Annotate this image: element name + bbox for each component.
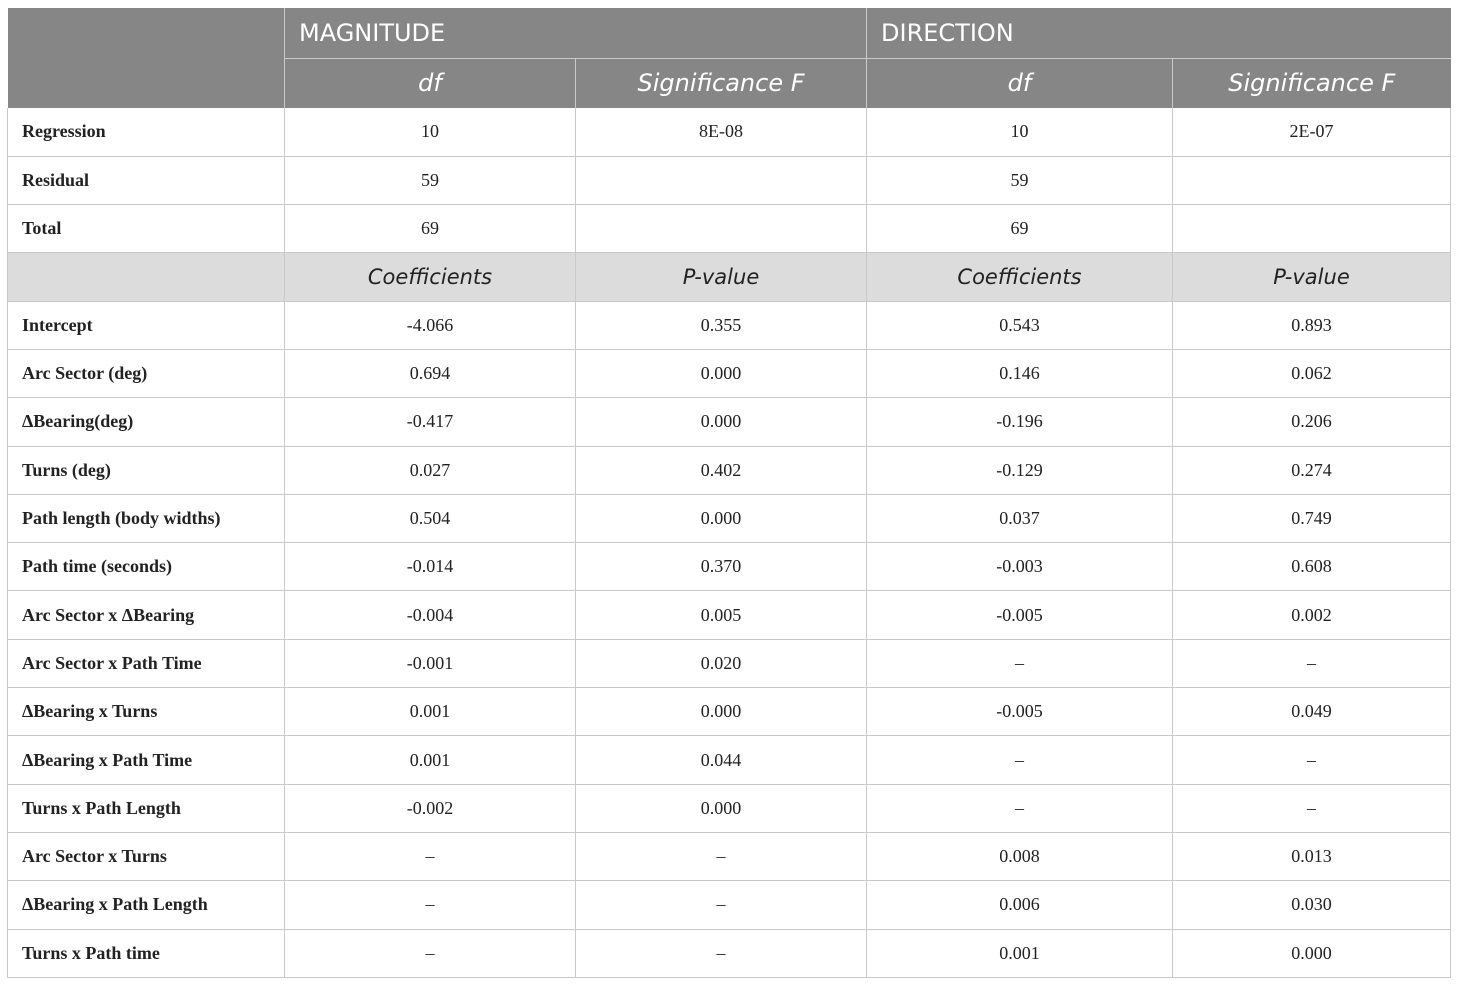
- regression-table-container: [7, 8, 1450, 978]
- table-cell: -0.417: [285, 398, 576, 446]
- table-row: [8, 929, 1451, 977]
- table-cell: 0.000: [576, 688, 867, 736]
- table-row: [8, 881, 1451, 929]
- table-row: [8, 446, 1451, 494]
- table-cell: 10: [285, 108, 576, 156]
- table-cell: -0.005: [867, 688, 1173, 736]
- column-header: df: [867, 58, 1173, 108]
- table-cell: 0.206: [1173, 398, 1451, 446]
- table-cell: 0.000: [576, 494, 867, 542]
- table-cell: P-value: [576, 253, 867, 301]
- table-cell: –: [867, 639, 1173, 687]
- table-cell: 69: [285, 205, 576, 253]
- table-cell: -0.005: [867, 591, 1173, 639]
- column-header: df: [285, 58, 576, 108]
- row-label: Path time (seconds): [8, 543, 285, 591]
- table-cell: 0.030: [1173, 881, 1451, 929]
- table-cell: 0.001: [285, 688, 576, 736]
- row-label: Intercept: [8, 301, 285, 349]
- table-cell: 0.020: [576, 639, 867, 687]
- table-cell: 0.146: [867, 349, 1173, 397]
- table-cell: –: [576, 832, 867, 880]
- table-cell: –: [1173, 639, 1451, 687]
- group-header-row: [8, 8, 1451, 58]
- row-label: Path length (body widths): [8, 494, 285, 542]
- table-row: [8, 784, 1451, 832]
- table-cell: P-value: [1173, 253, 1451, 301]
- table-cell: 0.000: [1173, 929, 1451, 977]
- table-row: [8, 349, 1451, 397]
- table-cell: –: [1173, 784, 1451, 832]
- table-cell: –: [867, 736, 1173, 784]
- table-cell: -0.129: [867, 446, 1173, 494]
- header-blank-cell: [8, 8, 285, 108]
- row-label: Residual: [8, 156, 285, 204]
- row-label: Turns x Path Length: [8, 784, 285, 832]
- table-row: [8, 494, 1451, 542]
- table-cell: -0.014: [285, 543, 576, 591]
- table-cell: 59: [285, 156, 576, 204]
- table-cell: 0.543: [867, 301, 1173, 349]
- table-cell: 0.893: [1173, 301, 1451, 349]
- table-cell: -0.001: [285, 639, 576, 687]
- group-header-magnitude: MAGNITUDE: [285, 8, 867, 58]
- table-cell: 0.370: [576, 543, 867, 591]
- table-cell: [1173, 205, 1451, 253]
- table-cell: 0.000: [576, 349, 867, 397]
- column-header: Significance F: [1173, 58, 1451, 108]
- table-cell: [1173, 156, 1451, 204]
- table-cell: –: [285, 881, 576, 929]
- table-cell: 0.402: [576, 446, 867, 494]
- table-row: [8, 736, 1451, 784]
- table-cell: 0.504: [285, 494, 576, 542]
- row-label: ΔBearing x Path Time: [8, 736, 285, 784]
- table-cell: 2E-07: [1173, 108, 1451, 156]
- table-cell: –: [867, 784, 1173, 832]
- table-cell: 0.037: [867, 494, 1173, 542]
- row-label: ΔBearing(deg): [8, 398, 285, 446]
- table-cell: 69: [867, 205, 1173, 253]
- table-cell: 10: [867, 108, 1173, 156]
- table-cell: 0.006: [867, 881, 1173, 929]
- table-cell: –: [285, 832, 576, 880]
- row-label: Arc Sector x Path Time: [8, 639, 285, 687]
- table-cell: 0.749: [1173, 494, 1451, 542]
- table-cell: 0.002: [1173, 591, 1451, 639]
- table-row: [8, 205, 1451, 253]
- table-cell: –: [576, 929, 867, 977]
- table-cell: 0.608: [1173, 543, 1451, 591]
- coefficients-header-row: [8, 253, 1451, 301]
- table-cell: 59: [867, 156, 1173, 204]
- table-cell: 0.000: [576, 784, 867, 832]
- table-cell: 0.355: [576, 301, 867, 349]
- table-cell: 8E-08: [576, 108, 867, 156]
- group-header-direction: DIRECTION: [867, 8, 1451, 58]
- table-body: [8, 108, 1451, 977]
- table-cell: 0.001: [867, 929, 1173, 977]
- table-row: [8, 156, 1451, 204]
- row-label: [8, 253, 285, 301]
- table-cell: 0.049: [1173, 688, 1451, 736]
- table-cell: –: [576, 881, 867, 929]
- row-label: Turns (deg): [8, 446, 285, 494]
- row-label: ΔBearing x Path Length: [8, 881, 285, 929]
- table-cell: 0.694: [285, 349, 576, 397]
- table-cell: [576, 205, 867, 253]
- table-cell: 0.027: [285, 446, 576, 494]
- table-cell: –: [1173, 736, 1451, 784]
- table-row: [8, 398, 1451, 446]
- table-row: [8, 591, 1451, 639]
- table-cell: 0.005: [576, 591, 867, 639]
- table-cell: Coefficients: [867, 253, 1173, 301]
- table-cell: 0.274: [1173, 446, 1451, 494]
- table-row: [8, 832, 1451, 880]
- table-row: [8, 639, 1451, 687]
- table-cell: 0.013: [1173, 832, 1451, 880]
- table-cell: [576, 156, 867, 204]
- row-label: Regression: [8, 108, 285, 156]
- table-cell: -0.002: [285, 784, 576, 832]
- row-label: Arc Sector x Turns: [8, 832, 285, 880]
- row-label: Arc Sector (deg): [8, 349, 285, 397]
- row-label: ΔBearing x Turns: [8, 688, 285, 736]
- table-cell: 0.001: [285, 736, 576, 784]
- table-cell: 0.000: [576, 398, 867, 446]
- table-row: [8, 108, 1451, 156]
- table-cell: –: [285, 929, 576, 977]
- table-cell: -4.066: [285, 301, 576, 349]
- table-row: [8, 301, 1451, 349]
- table-row: [8, 688, 1451, 736]
- row-label: Turns x Path time: [8, 929, 285, 977]
- table-cell: Coefficients: [285, 253, 576, 301]
- table-cell: 0.062: [1173, 349, 1451, 397]
- table-cell: -0.196: [867, 398, 1173, 446]
- table-cell: 0.044: [576, 736, 867, 784]
- table-row: [8, 543, 1451, 591]
- table-cell: 0.008: [867, 832, 1173, 880]
- row-label: Total: [8, 205, 285, 253]
- table-cell: -0.004: [285, 591, 576, 639]
- column-header: Significance F: [576, 58, 867, 108]
- row-label: Arc Sector x ΔBearing: [8, 591, 285, 639]
- table-cell: -0.003: [867, 543, 1173, 591]
- regression-table: [7, 8, 1451, 978]
